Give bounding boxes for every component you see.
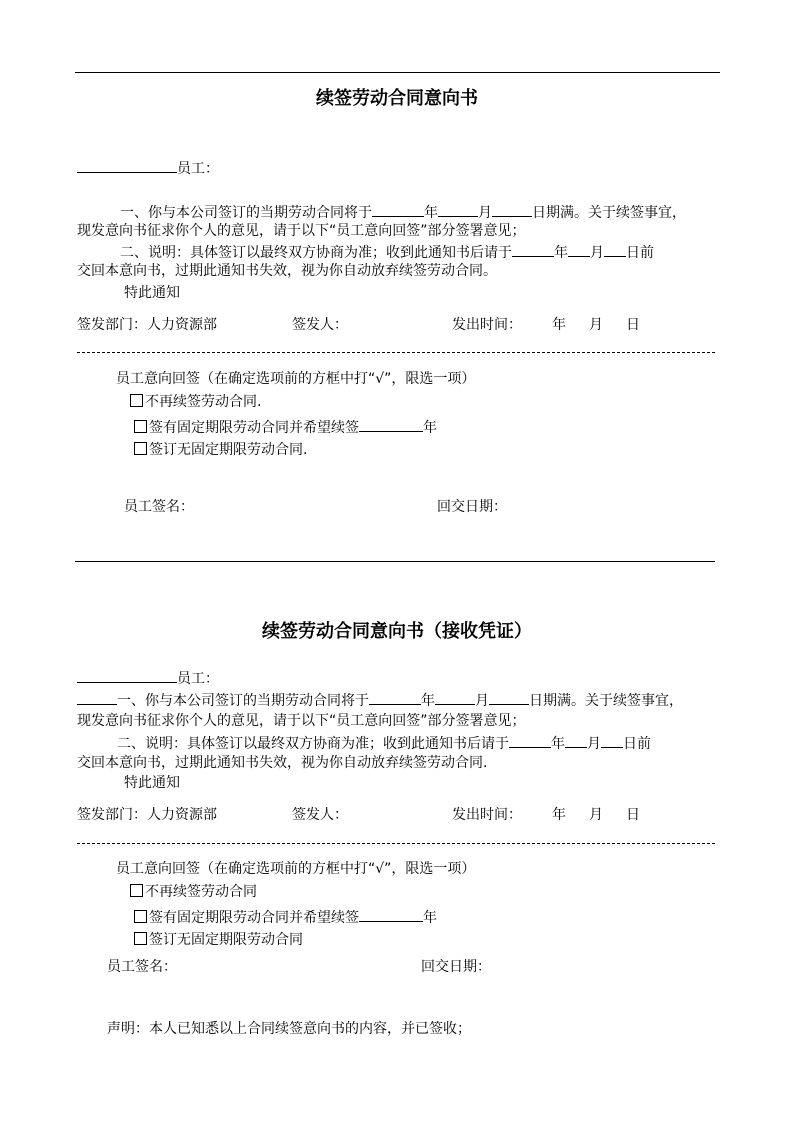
doc2-para1-line1: 一、你与本公司签订的当期劳动合同将于 年 月 日期满。关于续签事宜， (77, 690, 683, 710)
doc2-return-month-blank[interactable] (565, 733, 587, 748)
doc1-dashed-divider (77, 352, 715, 353)
doc1-return-day-blank[interactable] (604, 242, 626, 257)
doc1-option-open-ended[interactable]: 签订无固定期限劳动合同. (134, 441, 307, 459)
doc1-para2-line2: 交回本意向书，过期此通知书失效，视为你自动放弃续签劳动合同。 (77, 263, 497, 279)
doc2-issue-time: 发出时间： (452, 807, 522, 823)
doc1-para1-line2: 现发意向书征求你个人的意见，请于以下“员工意向回签”部分签署意见； (77, 223, 526, 239)
doc2-para1-line2: 现发意向书征求你个人的意见，请于以下“员工意向回签”部分签署意见； (77, 713, 526, 729)
doc2-return-date-label: 回交日期： (421, 959, 491, 975)
doc2-dept: 签发部门：人力资源部 (77, 807, 217, 823)
doc1-employee-line: 员工： (77, 158, 219, 178)
doc2-option-open-ended[interactable]: 签订无固定期限劳动合同 (134, 931, 303, 949)
doc1-dept: 签发部门：人力资源部 (77, 317, 217, 333)
checkbox-icon[interactable] (134, 910, 147, 923)
doc1-time-month: 月 (589, 317, 603, 333)
doc2-term-years-blank[interactable] (359, 907, 423, 922)
doc1-para2-line1: 二、说明：具体签订以最终双方协商为准；收到此通知书后请于 年 月 日前 (120, 242, 654, 262)
checkbox-icon[interactable] (130, 394, 143, 407)
doc2-return-year-blank[interactable] (509, 733, 551, 748)
doc1-issuer: 签发人： (292, 317, 348, 333)
doc1-option-fixed-term[interactable]: 签有固定期限劳动合同并希望续签 年 (134, 417, 437, 437)
doc1-term-years-blank[interactable] (359, 417, 423, 432)
doc2-statement: 声明：本人已知悉以上合同续签意向书的内容，并已签收； (107, 1021, 471, 1037)
checkbox-icon[interactable] (134, 420, 147, 433)
doc1-option-no-renew[interactable]: 不再续签劳动合同. (130, 393, 261, 411)
doc2-indent-blank (77, 690, 117, 705)
doc2-issuer: 签发人： (292, 807, 348, 823)
doc2-employee-line: 员工： (77, 668, 219, 688)
doc2-para2-line2: 交回本意向书，过期此通知书失效，视为你自动放弃续签劳动合同. (77, 755, 488, 771)
doc1-para1-line1: 一、你与本公司签订的当期劳动合同将于 年 月 日期满。关于续签事宜， (120, 202, 686, 222)
doc1-expiry-month-blank[interactable] (438, 202, 478, 217)
doc2-option-no-renew[interactable]: 不再续签劳动合同 (130, 883, 257, 901)
doc2-employee-name-blank[interactable] (77, 668, 177, 683)
doc2-para2-line1: 二、说明：具体签订以最终双方协商为准；收到此通知书后请于 年 月 日前 (117, 733, 651, 753)
doc1-issue-time: 发出时间： (452, 317, 522, 333)
doc1-return-date-label: 回交日期： (437, 499, 507, 515)
checkbox-icon[interactable] (134, 932, 147, 945)
middle-rule (75, 561, 715, 562)
doc2-title: 续签劳动合同意向书（接收凭证） (262, 621, 532, 642)
doc1-notice: 特此通知 (124, 285, 180, 301)
doc2-notice: 特此通知 (124, 775, 180, 791)
doc1-return-month-blank[interactable] (568, 242, 590, 257)
doc2-expiry-month-blank[interactable] (435, 690, 475, 705)
doc2-signature-label: 员工签名： (107, 959, 177, 975)
doc2-dashed-divider (77, 843, 715, 844)
doc1-expiry-day-blank[interactable] (492, 202, 532, 217)
doc2-reply-heading: 员工意向回签（在确定选项前的方框中打“√”，限选一项） (116, 861, 476, 877)
doc2-return-day-blank[interactable] (601, 733, 623, 748)
doc2-expiry-year-blank[interactable] (369, 690, 421, 705)
doc1-employee-name-blank[interactable] (77, 158, 177, 173)
doc1-reply-heading: 员工意向回签（在确定选项前的方框中打“√”，限选一项） (116, 371, 476, 387)
doc1-title: 续签劳动合同意向书 (316, 88, 478, 109)
doc2-time-year: 年 (552, 807, 566, 823)
doc1-expiry-year-blank[interactable] (372, 202, 424, 217)
doc2-time-month: 月 (589, 807, 603, 823)
doc1-time-day: 日 (626, 317, 640, 333)
doc1-time-year: 年 (552, 317, 566, 333)
checkbox-icon[interactable] (134, 442, 147, 455)
doc2-expiry-day-blank[interactable] (489, 690, 529, 705)
top-rule (75, 72, 720, 73)
doc2-option-fixed-term[interactable]: 签有固定期限劳动合同并希望续签 年 (134, 907, 437, 927)
doc1-signature-label: 员工签名： (124, 499, 194, 515)
doc1-return-year-blank[interactable] (512, 242, 554, 257)
doc2-time-day: 日 (626, 807, 640, 823)
checkbox-icon[interactable] (130, 884, 143, 897)
